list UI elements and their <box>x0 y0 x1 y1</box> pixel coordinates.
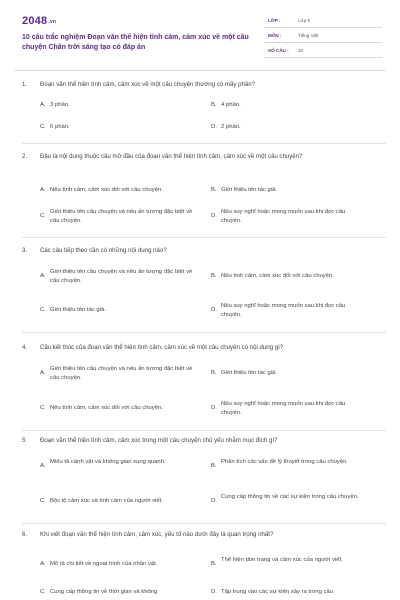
option-letter: B. <box>211 370 217 376</box>
worksheet-title: 10 câu trắc nghiệm Đoạn văn thể hiện tình cảm, cảm xúc về một câu chuyện Chân trời sáng tạo có đáp án <box>22 34 249 51</box>
question-number: 1. <box>22 81 28 88</box>
question-divider <box>22 332 386 333</box>
option-letter: C. <box>40 307 46 313</box>
option-text: Nêu tình cảm, cảm xúc đối với câu chuyện. <box>50 405 163 411</box>
option-text: Mô tả chi tiết về ngoại hình của nhân vật. <box>50 561 158 567</box>
option-text: Phân tích các vấn đề lý thuyết trong câu chuyện. <box>221 459 349 465</box>
question-divider <box>22 523 386 524</box>
option-text: Giới thiệu tên câu chuyện và nêu ấn tượng đặc biệt về câu chuyện. <box>50 366 193 381</box>
option-letter: C. <box>40 405 46 411</box>
info-label: SỐ CÂU : <box>268 48 289 53</box>
option-letter: B. <box>211 102 217 108</box>
question-divider <box>22 143 386 144</box>
worksheet-header <box>14 10 386 66</box>
info-label: MÔN : <box>268 33 282 38</box>
option-text: Bộc lộ cảm xúc và tình cảm của người viết. <box>50 498 163 504</box>
option-text: 3 phần. <box>50 102 70 108</box>
option-text: Miêu tả cảnh vật và không gian xung quanh. <box>50 459 166 465</box>
option-letter: A. <box>40 370 46 376</box>
option-letter: C. <box>40 589 46 595</box>
option-letter: A. <box>40 187 46 193</box>
option-text: Giới thiệu tên câu chuyện và nêu ấn tượng đặc biệt về câu chuyện. <box>50 209 193 224</box>
option-letter: D. <box>211 589 217 595</box>
option-text: 2 phần. <box>221 124 241 130</box>
option-letter: D. <box>211 405 217 411</box>
option-letter: A. <box>40 102 46 108</box>
info-row-count <box>264 45 382 58</box>
option-text: Tập trung vào các sự kiện xảy ra trong câu <box>221 589 333 595</box>
option-text: Nêu tình cảm, cảm xúc đối với câu chuyện. <box>221 273 334 279</box>
question-body: Các câu tiếp theo cần có những nội dung nào? <box>40 247 167 254</box>
option-letter: B. <box>211 561 217 567</box>
option-text: Cung cấp thông tin về các sự kiện trong câu chuyện. <box>221 494 359 500</box>
info-row-class <box>264 15 382 28</box>
option-letter: C. <box>40 124 46 130</box>
option-letter: C. <box>40 498 46 504</box>
option-text: Nêu suy nghĩ hoặc mong muốn sau khi đọc câu chuyện. <box>221 303 346 318</box>
question-divider <box>22 237 386 238</box>
info-value: 10 <box>298 48 304 53</box>
option-text: Giới thiệu tên tác giả. <box>221 187 277 193</box>
option-text: Giới thiệu tên câu chuyện và nêu ấn tượng đặc biệt về câu chuyện. <box>50 269 193 284</box>
info-box <box>264 15 382 60</box>
option-text: Nêu suy nghĩ hoặc mong muốn sau khi đọc câu chuyện. <box>221 401 346 416</box>
option-letter: A. <box>40 561 46 567</box>
option-text: Thể hiện tâm trạng và cảm xúc của người viết. <box>221 557 343 563</box>
question-number: 4. <box>22 344 28 351</box>
option-letter: B. <box>211 463 217 469</box>
question-number: 6. <box>22 531 28 538</box>
question-body: Đâu là nội dung thuộc câu mở đầu của đoạn văn thể hiện tình cảm, cảm xúc về một câu chuyện? <box>40 153 303 160</box>
logo-text: 2048 <box>22 15 48 27</box>
option-letter: C. <box>40 213 46 219</box>
question-body: Đoạn văn thể hiện tình cảm, cảm xúc trong một câu chuyện chủ yếu nhằm mục đích gì? <box>40 437 278 444</box>
option-text: Cung cấp thông tin về thời gian và không <box>50 589 158 595</box>
option-letter: A. <box>40 463 46 469</box>
site-logo[interactable] <box>22 15 56 27</box>
question-body: Đoạn văn thể hiện tình cảm, cảm xúc về một câu chuyện thường có mấy phần? <box>40 81 256 88</box>
option-text: Nêu suy nghĩ hoặc mong muốn sau khi đọc câu chuyện. <box>221 209 346 224</box>
option-letter: D. <box>211 213 217 219</box>
info-value: Lớp 5 <box>298 18 310 23</box>
question-number: 3. <box>22 247 28 254</box>
info-row-subject <box>264 30 382 43</box>
question-divider <box>22 430 386 431</box>
header-divider <box>14 70 386 71</box>
question-body: Câu kết thúc của đoạn văn thể hiện tình cảm, cảm xúc về một câu chuyện có nội dung gì? <box>40 344 284 351</box>
option-text: Giới thiệu tên tác giả. <box>221 370 277 376</box>
option-letter: B. <box>211 273 217 279</box>
question-number: 5. <box>22 437 28 444</box>
info-value: Tiếng Việt <box>298 33 319 38</box>
option-letter: D. <box>211 498 217 504</box>
question-body: Khi viết đoạn văn thể hiện tình cảm, cảm xúc, yếu tố nào dưới đây là quan trọng nhất? <box>40 531 274 538</box>
info-label: LỚP : <box>268 18 281 23</box>
logo-tld: .vn <box>48 19 57 25</box>
option-letter: A. <box>40 273 46 279</box>
option-letter: B. <box>211 187 217 193</box>
option-text: 4 phần. <box>221 102 241 108</box>
option-text: Nêu tình cảm, cảm xúc đối với câu chuyện. <box>50 187 163 193</box>
option-letter: D. <box>211 124 217 130</box>
question-number: 2. <box>22 153 28 160</box>
option-text: Giới thiệu tên tác giả. <box>50 307 106 313</box>
option-letter: D. <box>211 307 217 313</box>
option-text: 6 phần. <box>50 124 70 130</box>
